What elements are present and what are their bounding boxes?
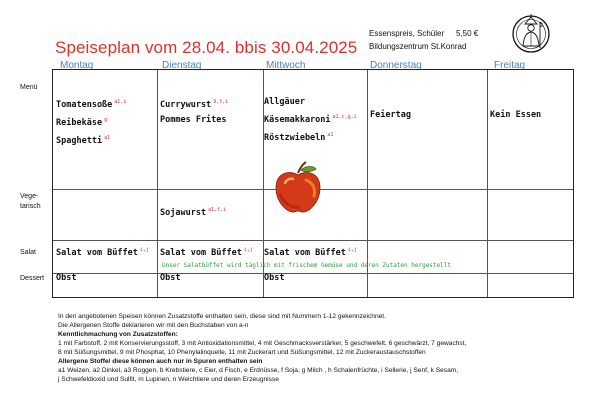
- dish: Käsemakkaroni $^{a1,c,g,i}$: [264, 114, 357, 125]
- footer-line: 8 mit Süßungsmittel, 9 mit Phosphat, 10 Phenylalinquelle, 11 mit Zuckerart und Süßungsmittel, 12 mit Zuckeraustauschstoffen: [58, 349, 426, 356]
- menu-cell-mittwoch: [264, 95, 357, 146]
- salat-cell-montag: Salat vom Büffet $^{i,j}$: [56, 247, 149, 258]
- footer-line: 1 mit Farbstoff, 2 mit Konservierungsstoff, 3 mit Antioxidationsmittel, 4 mit Geschmacksverstärker, 5 geschwefelt, 6 geschwärzt, 7 gewachst,: [58, 340, 467, 347]
- day-header-freitag: Freitag: [494, 60, 526, 71]
- dish: Röstzwiebeln $^{a1}$: [264, 131, 334, 143]
- price-label: Essenspreis, Schüler: [369, 29, 445, 38]
- row-label-veg-2: tarisch: [20, 203, 41, 210]
- school-logo-icon: [511, 12, 551, 56]
- day-header-dienstag: Dienstag: [162, 60, 202, 71]
- menu-cell-montag: [56, 95, 126, 148]
- salat-cell-mittwoch: Salat vom Büffet $^{i,j}$: [264, 247, 357, 258]
- dish: Reibekäse $^g$: [56, 116, 108, 128]
- price-info: [369, 29, 479, 38]
- dish: Spaghetti $^{a1}$: [56, 134, 111, 146]
- dessert-cell-montag: Obst: [56, 273, 77, 283]
- day-header-donnerstag: Donnerstag: [370, 60, 422, 71]
- dessert-cell-dienstag: Obst: [160, 273, 181, 283]
- dish: Allgäuer: [264, 97, 305, 107]
- dish: Sojawurst $^{a1,f,i}$: [160, 207, 227, 218]
- column-divider: [157, 70, 158, 297]
- footer-line: Die Allergenen Stoffe deklarieren wir mit den Buchstaben von a-n: [58, 322, 249, 329]
- page-title: Speiseplan vom 28.04. bbis 30.04.2025: [55, 38, 358, 57]
- menu-cell-freitag: Kein Essen: [490, 110, 542, 120]
- menu-cell-donnerstag: Feiertag: [370, 110, 411, 120]
- column-divider: [487, 70, 488, 297]
- row-label-dessert: Dessert: [20, 275, 45, 282]
- veg-cell-dienstag: [160, 203, 226, 221]
- apple-icon: [270, 160, 326, 216]
- day-header-montag: Montag: [60, 60, 94, 71]
- day-header-mittwoch: Mittwoch: [266, 60, 306, 71]
- additives-legend: [58, 312, 466, 384]
- school-name: Bildungszentrum St.Konrad: [369, 42, 467, 51]
- footer-line: In den angebotenen Speisen können Zusatzstoffe enthalten sein, diese sind mit Nummern 1-12 gekennzeichnet.: [58, 313, 386, 320]
- row-label-veg-1: Vege-: [20, 193, 39, 200]
- footer-line: a1 Weizen, a2 Dinkel, a3 Roggen, b Krebstiere, c Eier, d Fisch, e Erdnüsse, f Soja, g Milch , h Schalenfrüchte, i Sellerie, j Senf, k Sesam,: [58, 367, 459, 374]
- price-value: 5,50 €: [456, 29, 479, 38]
- row-label-salat: Salat: [20, 249, 36, 256]
- row-divider: [53, 240, 573, 241]
- dish: Tomatensoße $^{a1,i}$: [56, 99, 127, 110]
- footer-heading: Allergene Stoffe/ diese können auch nur in Spuren enthalten sein: [58, 358, 263, 365]
- salat-cell-dienstag: Salat vom Büffet $^{i,j}$: [160, 247, 253, 258]
- dish: Currywurst $^{9,f,i}$: [160, 99, 229, 110]
- row-label-menu: Menü: [20, 84, 38, 91]
- dish: Pommes Frites: [160, 114, 227, 125]
- footer-line: j Schwefeldioxid und Sulfit, m Lupinen, n Weichtiere und deren Erzeugnisse: [58, 376, 279, 383]
- menu-cell-dienstag: [160, 95, 228, 128]
- salad-note: Unser Salatbüffet wird täglich mit frischem Gemüse und deren Zutaten hergestellt: [162, 262, 451, 269]
- dessert-cell-mittwoch: Obst: [264, 273, 285, 283]
- row-label-vegetarisch: [20, 192, 41, 212]
- row-divider: [53, 273, 573, 274]
- footer-heading: Kenntlichmachung von Zusatzstoffen:: [58, 331, 178, 338]
